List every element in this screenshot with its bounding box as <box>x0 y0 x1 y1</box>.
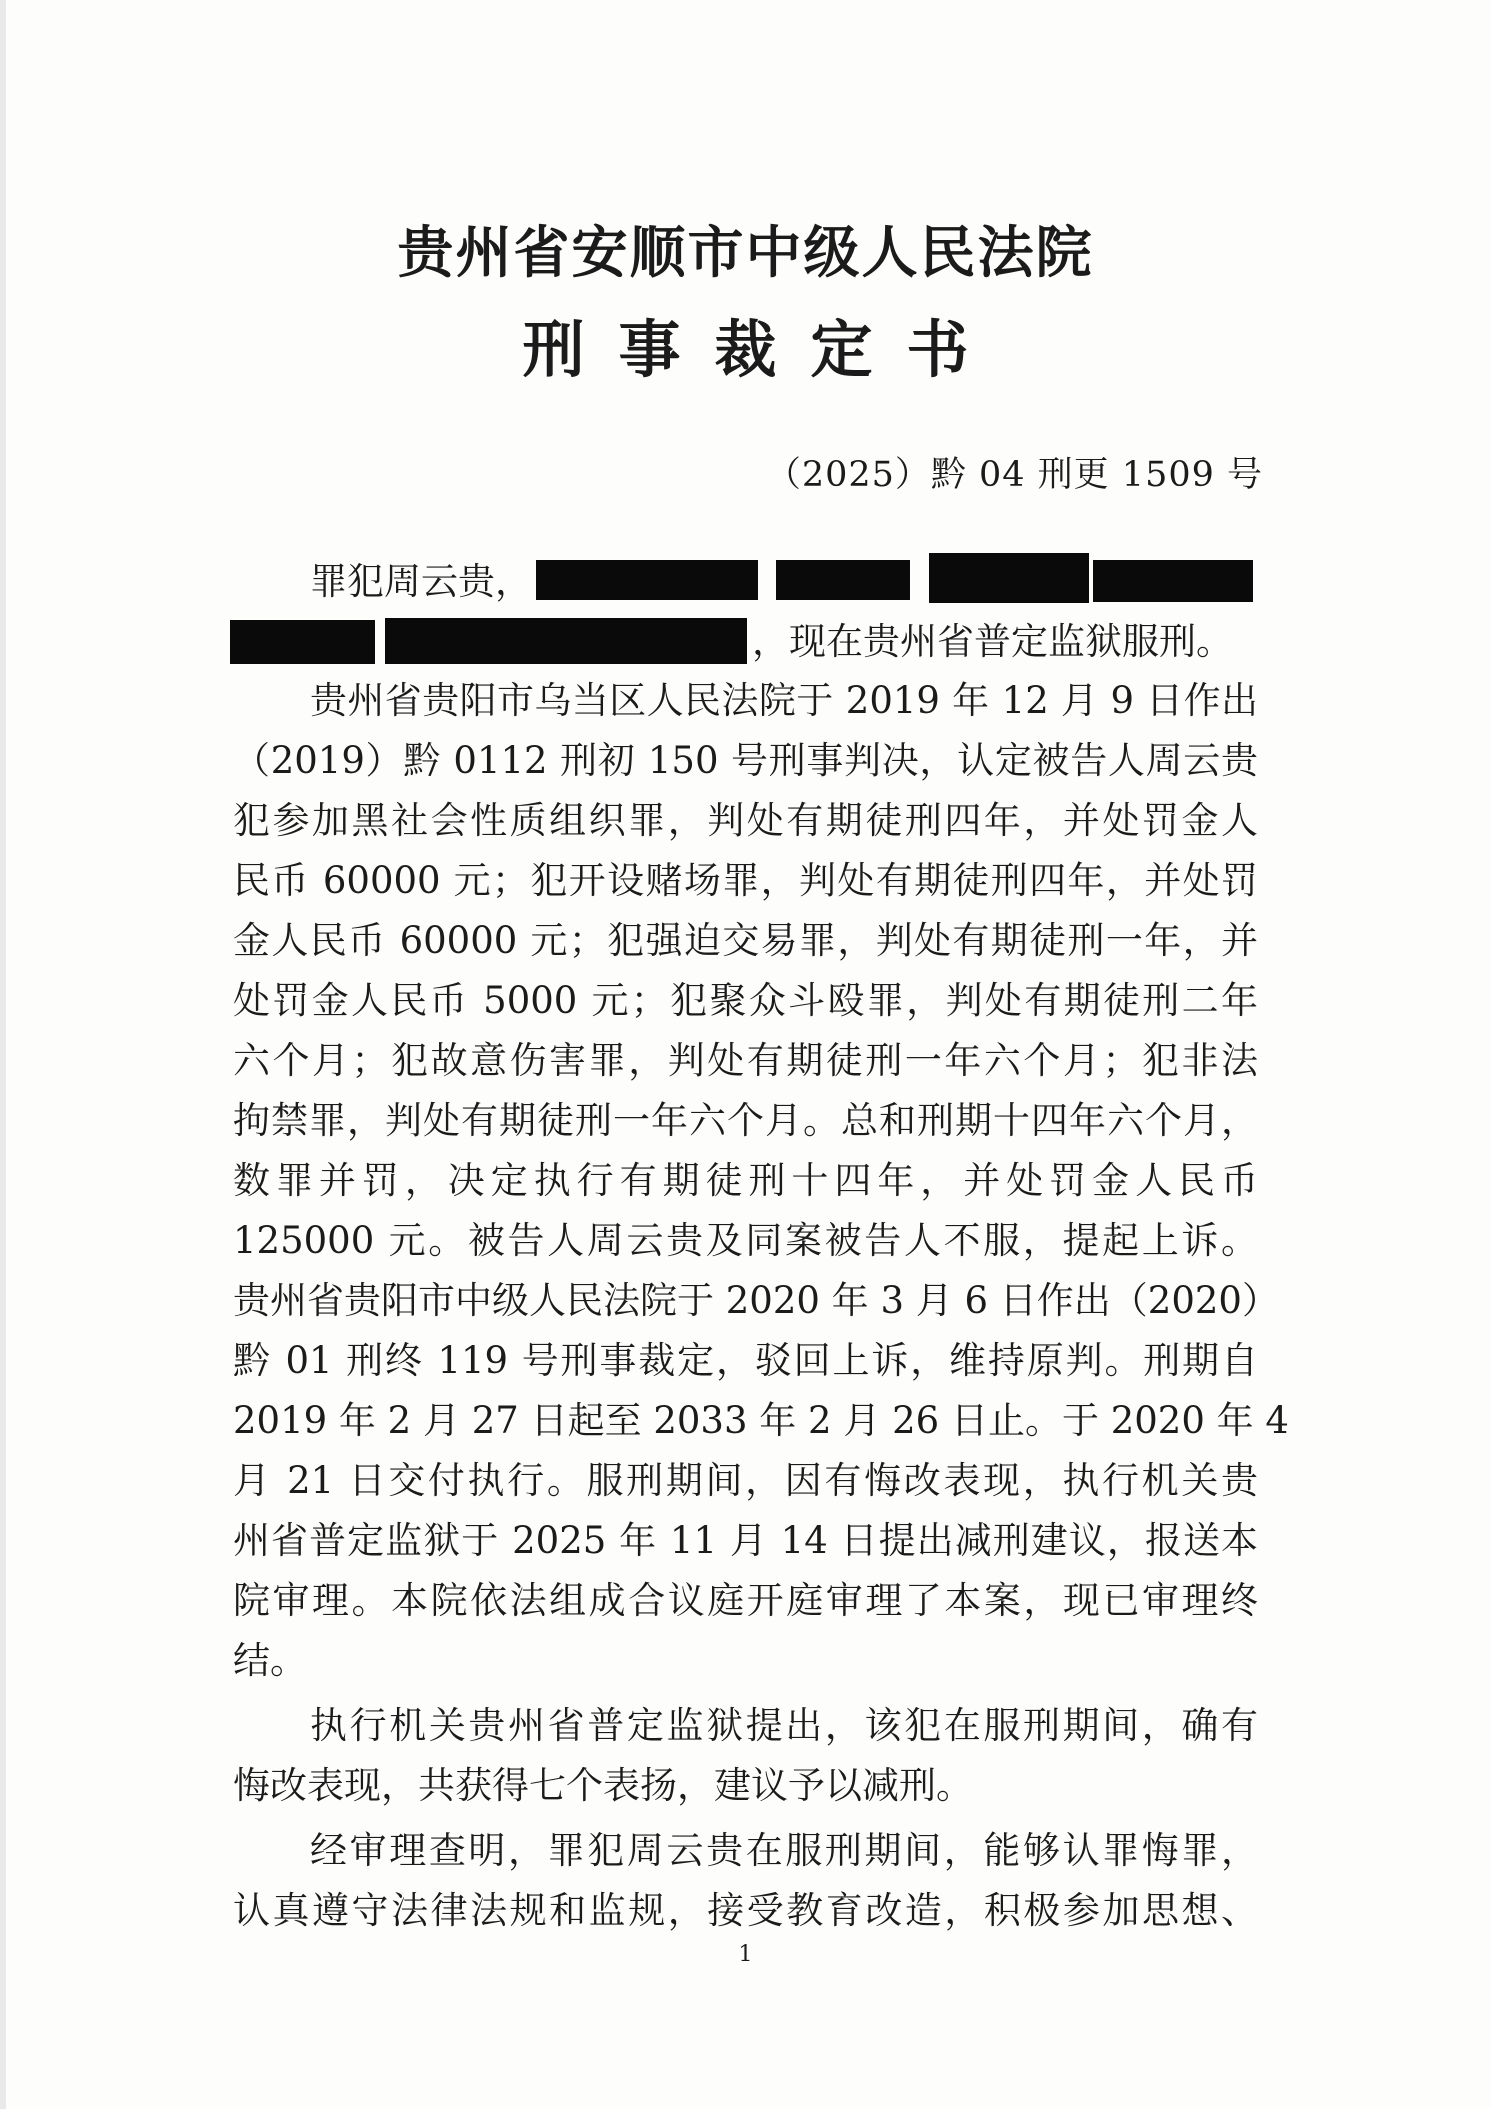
redaction-block <box>536 560 758 600</box>
paragraph-line: 125000 元。被告人周云贵及同案被告人不服，提起上诉。 <box>233 1219 1258 1262</box>
court-name: 贵州省安顺市中级人民法院 <box>397 220 1094 286</box>
paragraph-line: 悔改表现，共获得七个表扬，建议予以减刑。 <box>233 1764 973 1807</box>
paragraph-line: 金人民币 60000 元；犯强迫交易罪，判处有期徒刑一年，并 <box>233 919 1258 962</box>
paragraph-line: （2019）黔 0112 刑初 150 号刑事判决，认定被告人周云贵 <box>233 739 1258 782</box>
paragraph-line: 拘禁罪，判处有期徒刑一年六个月。总和刑期十四年六个月， <box>233 1099 1258 1142</box>
paragraph-line: 2019 年 2 月 27 日起至 2033 年 2 月 26 日止。于 2020 年 4 <box>233 1399 1289 1442</box>
paragraph-line: 认真遵守法律法规和监规，接受教育改造，积极参加思想、 <box>233 1889 1258 1932</box>
redaction-block <box>1093 560 1253 602</box>
redaction-block <box>385 618 747 664</box>
paragraph-line: 州省普定监狱于 2025 年 11 月 14 日提出减刑建议，报送本 <box>233 1519 1258 1562</box>
document-title: 刑事裁定书 <box>522 313 1003 386</box>
paragraph-line: 犯参加黑社会性质组织罪，判处有期徒刑四年，并处罚金人 <box>233 799 1258 842</box>
redaction-block <box>929 553 1089 603</box>
paragraph-line: 贵州省贵阳市中级人民法院于 2020 年 3 月 6 日作出（2020） <box>233 1279 1279 1322</box>
redaction-block <box>776 560 910 600</box>
paragraph-line: 院审理。本院依法组成合议庭开庭审理了本案，现已审理终 <box>233 1579 1258 1622</box>
paragraph-line: 执行机关贵州省普定监狱提出，该犯在服刑期间，确有 <box>310 1704 1258 1747</box>
paragraph-line: 民币 60000 元；犯开设赌场罪，判处有期徒刑四年，并处罚 <box>233 859 1258 902</box>
page-number: 1 <box>738 1942 753 1967</box>
paragraph-line: 经审理查明，罪犯周云贵在服刑期间，能够认罪悔罪， <box>310 1829 1258 1872</box>
paragraph-line: 贵州省贵阳市乌当区人民法院于 2019 年 12 月 9 日作出 <box>310 679 1258 722</box>
paragraph-line: 黔 01 刑终 119 号刑事裁定，驳回上诉，维持原判。刑期自 <box>233 1339 1258 1382</box>
paragraph-line: 月 21 日交付执行。服刑期间，因有悔改表现，执行机关贵 <box>233 1459 1258 1502</box>
case-number: （2025）黔 04 刑更 1509 号 <box>765 455 1263 495</box>
paragraph-line: 罪犯周云贵， <box>310 560 532 603</box>
paragraph-line: 数罪并罚，决定执行有期徒刑十四年，并处罚金人民币 <box>233 1159 1258 1202</box>
paragraph-line: ，现在贵州省普定监狱服刑。 <box>752 620 1233 663</box>
paragraph-line: 六个月；犯故意伤害罪，判处有期徒刑一年六个月；犯非法 <box>233 1039 1258 1082</box>
paragraph-line: 结。 <box>233 1639 307 1682</box>
redaction-block <box>230 620 375 664</box>
paragraph-line: 处罚金人民币 5000 元；犯聚众斗殴罪，判处有期徒刑二年 <box>233 979 1258 1022</box>
